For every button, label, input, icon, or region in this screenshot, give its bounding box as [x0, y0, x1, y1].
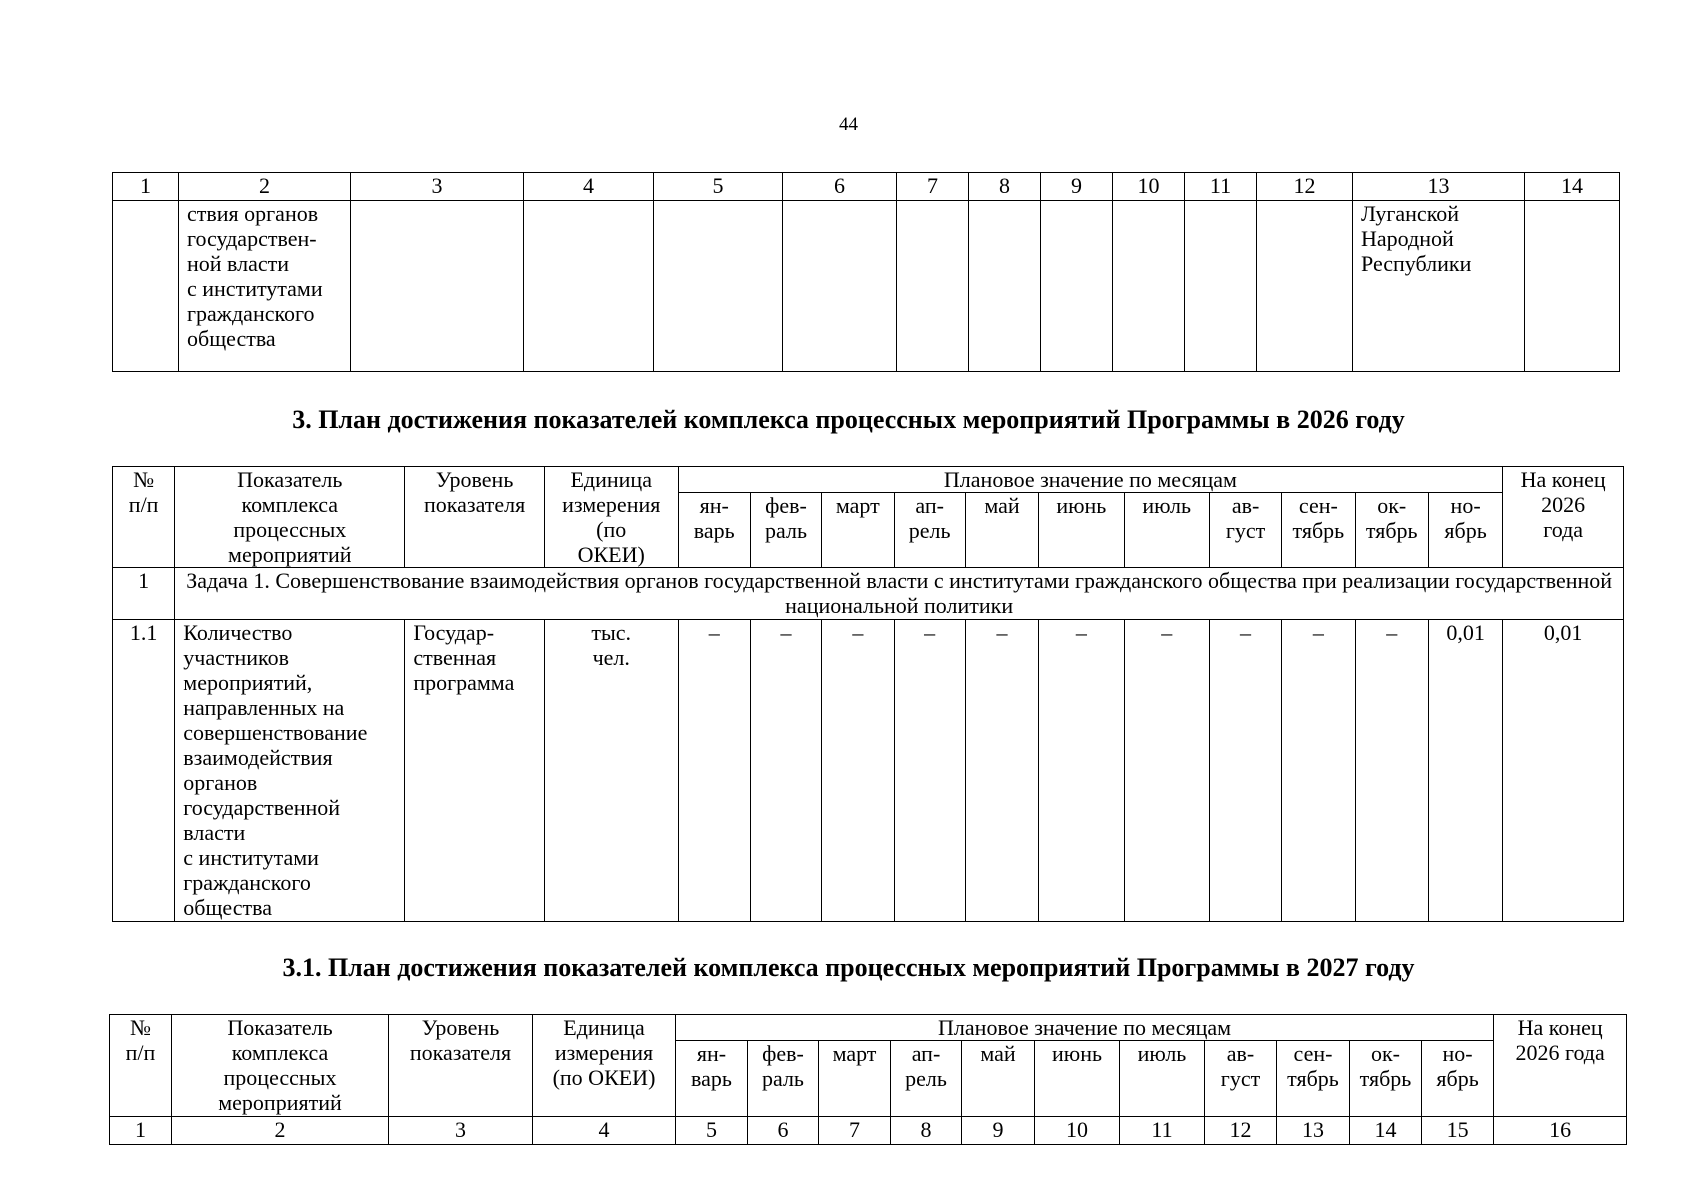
col-number: 3	[351, 173, 524, 201]
col-number: 5	[654, 173, 783, 201]
header-month-mar: март	[822, 493, 894, 568]
page-number: 44	[839, 114, 858, 135]
col-number: 10	[1113, 173, 1185, 201]
header-month-apr: ап- рель	[891, 1041, 962, 1117]
table-cell	[1185, 201, 1257, 372]
row-value-jun: –	[1039, 620, 1124, 922]
col-number: 15	[1422, 1117, 1494, 1145]
header-num: № п/п	[113, 467, 175, 568]
header-month-aug: ав- густ	[1205, 1041, 1277, 1117]
col-number: 7	[819, 1117, 891, 1145]
col-number: 12	[1205, 1117, 1277, 1145]
header-num: № п/п	[110, 1015, 172, 1117]
header-unit: Единица измерения (по ОКЕИ)	[544, 467, 678, 568]
table-cell	[113, 201, 179, 372]
header-month-sep: сен- тябрь	[1282, 493, 1355, 568]
header-row	[110, 1015, 1627, 1041]
row-value-apr: –	[894, 620, 965, 922]
header-month-may: май	[962, 1041, 1035, 1117]
header-month-aug: ав- густ	[1209, 493, 1281, 568]
col-number: 6	[783, 173, 897, 201]
header-month-jul: июль	[1124, 493, 1209, 568]
row-indicator: Количество участников мероприятий, направленных на совершенствование взаимодействия органов государственной власти с институтами гражданского общества	[175, 620, 405, 922]
col-number: 4	[524, 173, 654, 201]
section-3-title: 3. План достижения показателей комплекса процессных мероприятий Программы в 2026 году	[292, 405, 1405, 434]
row-value-end: 0,01	[1503, 620, 1624, 922]
row-value-aug: –	[1209, 620, 1281, 922]
header-month-mar: март	[819, 1041, 891, 1117]
header-month-jan: ян- варь	[678, 493, 750, 568]
col-number: 11	[1120, 1117, 1205, 1145]
table-cell	[1525, 201, 1620, 372]
col-number: 9	[962, 1117, 1035, 1145]
col-number: 12	[1257, 173, 1353, 201]
row-value-feb: –	[750, 620, 821, 922]
row-value-jan: –	[678, 620, 750, 922]
header-indicator: Показатель комплекса процессных мероприятий	[172, 1015, 389, 1117]
row-level: Государ- ственная программа	[405, 620, 545, 922]
row-value-nov: 0,01	[1428, 620, 1502, 922]
col-number: 5	[676, 1117, 748, 1145]
task-text: Задача 1. Совершенствование взаимодействия органов государственной власти с институтами гражданского общества при реализации государственной национальной политики	[175, 568, 1624, 620]
plan-2027-table	[109, 1014, 1627, 1145]
row-value-jul: –	[1124, 620, 1209, 922]
header-month-jan: ян- варь	[676, 1041, 748, 1117]
table-cell	[1041, 201, 1113, 372]
col-number: 2	[172, 1117, 389, 1145]
column-number-row	[113, 173, 1620, 201]
header-level: Уровень показателя	[405, 467, 545, 568]
table-cell	[1113, 201, 1185, 372]
col-number: 7	[897, 173, 969, 201]
table-cell	[783, 201, 897, 372]
section-3-1-title: 3.1. План достижения показателей комплекса процессных мероприятий Программы в 2027 году	[282, 953, 1415, 982]
table-cell	[969, 201, 1041, 372]
row-unit: тыс. чел.	[544, 620, 678, 922]
header-planned: Плановое значение по месяцам	[678, 467, 1503, 493]
header-month-nov: но- ябрь	[1428, 493, 1502, 568]
table-row	[113, 201, 1620, 372]
header-indicator: Показатель комплекса процессных мероприятий	[175, 467, 405, 568]
continuation-table	[112, 172, 1620, 372]
table-cell	[1257, 201, 1353, 372]
column-number-row	[110, 1117, 1627, 1145]
task-row	[113, 568, 1624, 620]
col-number: 8	[969, 173, 1041, 201]
row-num: 1.1	[113, 620, 175, 922]
col-number: 14	[1525, 173, 1620, 201]
col-number: 1	[110, 1117, 172, 1145]
col-number: 2	[179, 173, 351, 201]
header-month-feb: фев- раль	[750, 493, 821, 568]
col-number: 11	[1185, 173, 1257, 201]
header-month-apr: ап- рель	[894, 493, 965, 568]
table-cell: ствия органов государствен- ной власти с институтами гражданского общества	[179, 201, 351, 372]
col-number: 1	[113, 173, 179, 201]
header-month-jul: июль	[1120, 1041, 1205, 1117]
table-cell	[524, 201, 654, 372]
header-month-jun: июнь	[1039, 493, 1124, 568]
header-month-jun: июнь	[1035, 1041, 1120, 1117]
header-end: На конец 2026 года	[1494, 1015, 1627, 1117]
col-number: 13	[1353, 173, 1525, 201]
header-month-sep: сен- тябрь	[1277, 1041, 1350, 1117]
row-value-mar: –	[822, 620, 894, 922]
col-number: 8	[891, 1117, 962, 1145]
table-row	[113, 620, 1624, 922]
col-number: 3	[389, 1117, 533, 1145]
task-num: 1	[113, 568, 175, 620]
table-cell	[351, 201, 524, 372]
col-number: 9	[1041, 173, 1113, 201]
col-number: 4	[533, 1117, 676, 1145]
header-unit: Единица измерения (по ОКЕИ)	[533, 1015, 676, 1117]
header-month-feb: фев- раль	[748, 1041, 819, 1117]
row-value-may: –	[965, 620, 1038, 922]
table-cell	[654, 201, 783, 372]
col-number: 16	[1494, 1117, 1627, 1145]
header-month-oct: ок- тябрь	[1350, 1041, 1422, 1117]
header-month-nov: но- ябрь	[1422, 1041, 1494, 1117]
header-month-oct: ок- тябрь	[1355, 493, 1428, 568]
row-value-sep: –	[1282, 620, 1355, 922]
col-number: 13	[1277, 1117, 1350, 1145]
header-planned: Плановое значение по месяцам	[676, 1015, 1494, 1041]
plan-2026-table	[112, 466, 1624, 922]
header-row	[113, 467, 1624, 493]
col-number: 10	[1035, 1117, 1120, 1145]
table-cell	[897, 201, 969, 372]
header-end: На конец 2026 года	[1503, 467, 1624, 568]
col-number: 6	[748, 1117, 819, 1145]
col-number: 14	[1350, 1117, 1422, 1145]
table-cell: Луганской Народной Республики	[1353, 201, 1525, 372]
header-month-may: май	[965, 493, 1038, 568]
row-value-oct: –	[1355, 620, 1428, 922]
header-level: Уровень показателя	[389, 1015, 533, 1117]
